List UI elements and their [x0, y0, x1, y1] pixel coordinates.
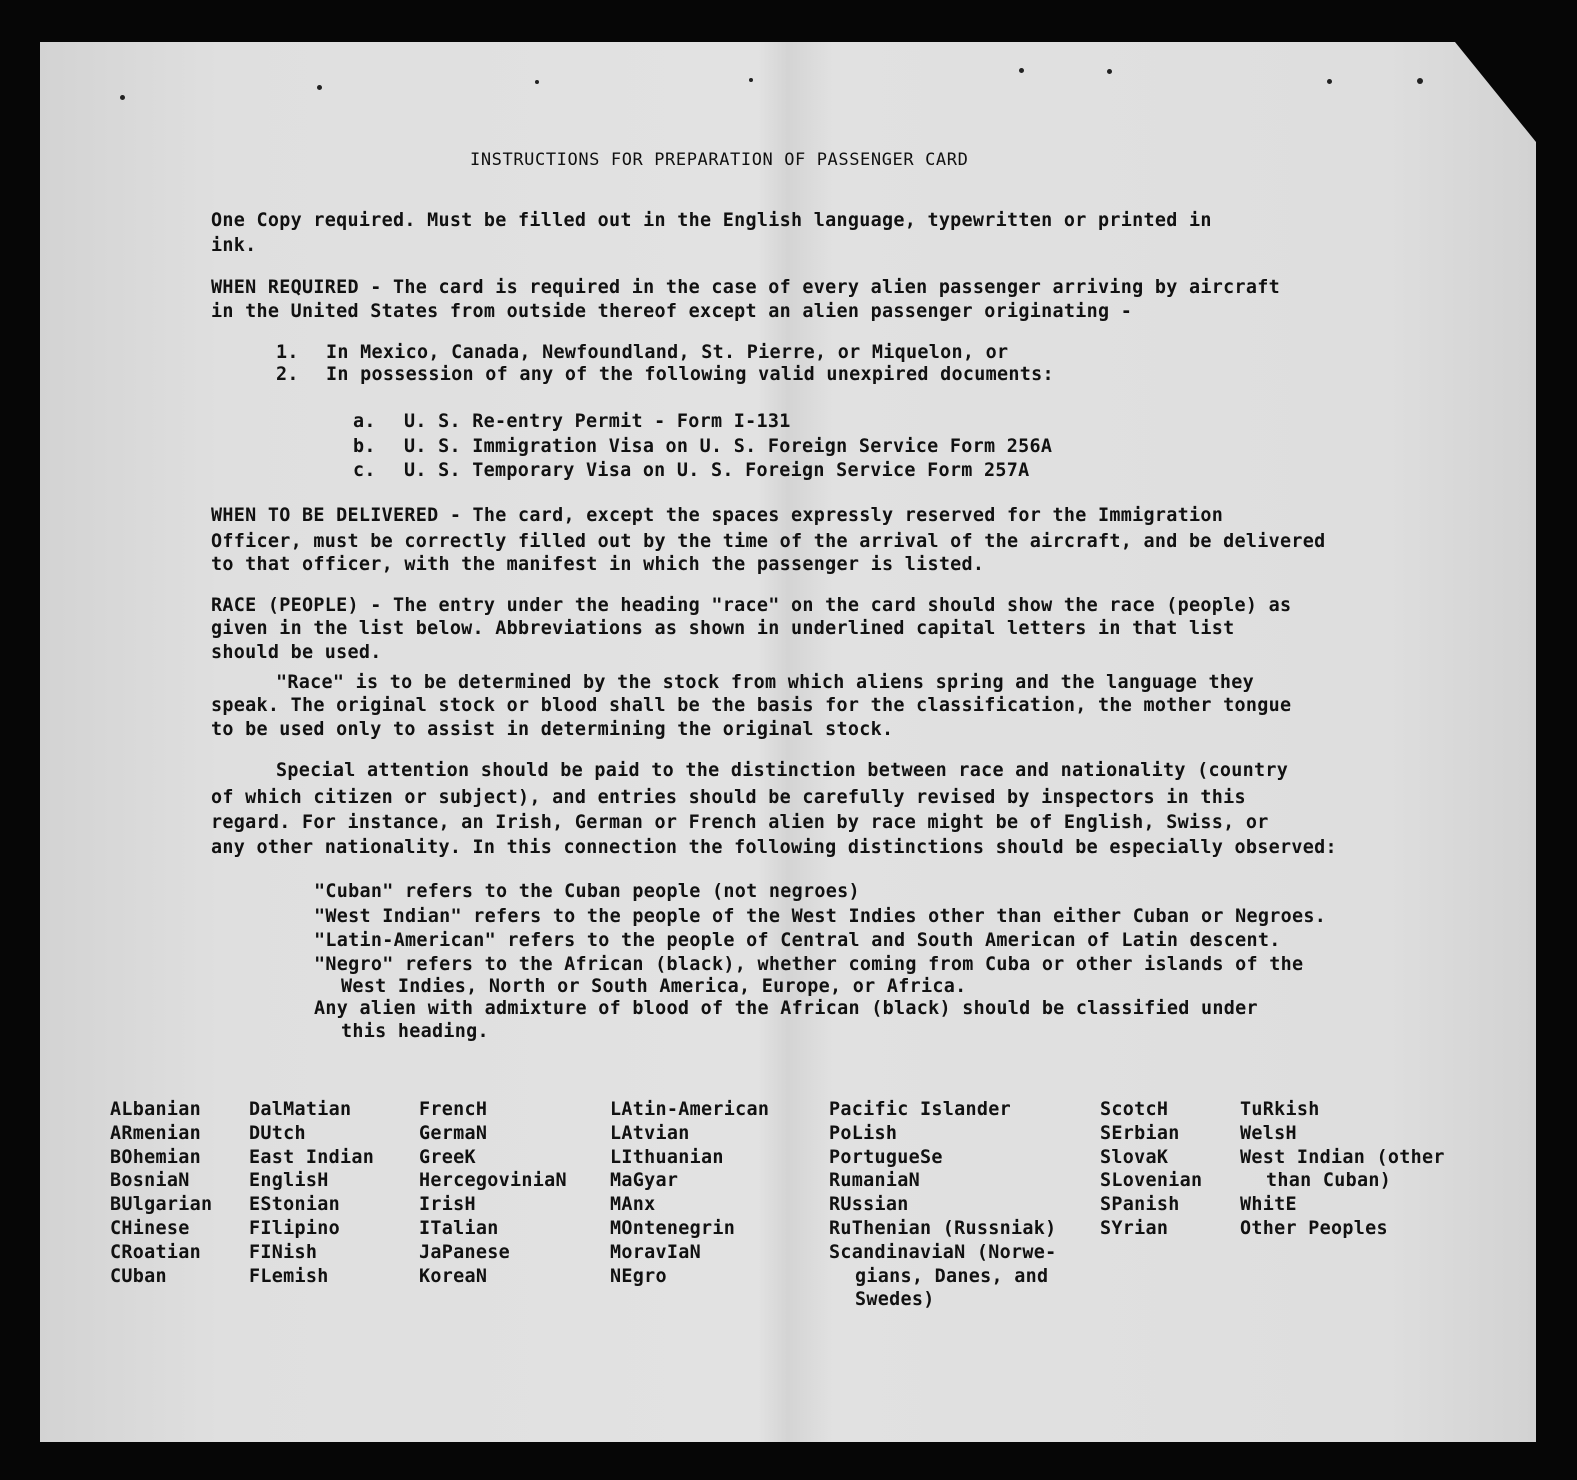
race-list-item: ARmenian: [110, 1122, 201, 1144]
race-list-item: GermaN: [419, 1122, 488, 1144]
list-item-number: 2.: [276, 364, 299, 385]
distinction-line: "Latin-American" refers to the people of Central and South American of Latin descent.: [314, 930, 1281, 951]
race-line: should be used.: [211, 642, 382, 663]
punch-hole: [120, 95, 125, 100]
race-list-item: SLovenian: [1100, 1170, 1203, 1192]
race-list-item: KoreaN: [419, 1265, 488, 1287]
race-list-item: ScotcH: [1100, 1099, 1169, 1120]
race-list-item: Swedes): [855, 1289, 935, 1311]
attention-line: of which citizen or subject), and entries should be carefully revised by inspectors in this: [211, 787, 1246, 808]
race-list-item: SErbian: [1100, 1122, 1180, 1144]
distinction-line: West Indies, North or South America, Europe, or Africa.: [341, 976, 967, 997]
race-list-item: MaGyar: [610, 1170, 679, 1192]
race-list-item: FrencH: [419, 1099, 488, 1120]
punch-hole: [535, 80, 539, 84]
race-list-item: NEgro: [610, 1265, 667, 1287]
race-list-column-7: [1240, 1098, 1445, 1241]
race-list-item: CRoatian: [110, 1241, 201, 1263]
race-list-item: FLemish: [249, 1265, 329, 1287]
when-delivered-line: Officer, must be correctly filled out by the time of the arrival of the aircraft, and be delivered: [211, 531, 1326, 552]
race-list-item: RUssian: [829, 1194, 909, 1216]
race-list-item: FINish: [249, 1241, 318, 1263]
race-list-item: West Indian (other: [1240, 1146, 1445, 1168]
race-list-item: CUban: [110, 1265, 167, 1287]
attention-line: regard. For instance, an Irish, German or French alien by race might be of English, Swiss, or: [211, 812, 1269, 833]
race-list-column-3: [419, 1098, 567, 1288]
punch-hole: [317, 85, 322, 90]
document-letter: c.: [353, 460, 376, 481]
page-title: INSTRUCTIONS FOR PREPARATION OF PASSENGER CARD: [470, 150, 969, 170]
race-list-item: ScandinaviaN (Norwe-: [829, 1241, 1057, 1263]
race-list-item: BosniaN: [110, 1170, 190, 1192]
race-paragraph-line: "Race" is to be determined by the stock from which aliens spring and the language they: [276, 672, 1254, 693]
intro-line: One Copy required. Must be filled out in the English language, typewritten or printed in: [211, 210, 1212, 231]
distinction-line: this heading.: [341, 1021, 489, 1042]
race-list-item: ITalian: [419, 1217, 499, 1239]
race-list-item: East Indian: [249, 1146, 375, 1168]
race-list-item: ALbanian: [110, 1099, 201, 1120]
when-delivered-line: to that officer, with the manifest in which the passenger is listed.: [211, 554, 985, 575]
race-list-item: EStonian: [249, 1194, 340, 1216]
race-list-item: HercegoviniaN: [419, 1170, 567, 1192]
intro-line: ink.: [211, 235, 257, 256]
race-paragraph-line: to be used only to assist in determining the original stock.: [211, 719, 894, 740]
list-item-text: In possession of any of the following valid unexpired documents:: [326, 364, 1054, 385]
distinction-line: Any alien with admixture of blood of the African (black) should be classified under: [314, 998, 1258, 1019]
race-list-item: Other Peoples: [1240, 1217, 1388, 1239]
punch-hole: [1019, 68, 1024, 73]
race-list-item: CHinese: [110, 1217, 190, 1239]
document-text: U. S. Immigration Visa on U. S. Foreign Service Form 256A: [404, 436, 1053, 457]
race-list-item: gians, Danes, and: [855, 1265, 1049, 1287]
race-line: RACE (PEOPLE) - The entry under the heading "race" on the card should show the race (people) as: [211, 595, 1292, 616]
attention-line: any other nationality. In this connection the following distinctions should be especially observed:: [211, 837, 1337, 858]
punch-hole: [1327, 79, 1332, 84]
race-list-item: BOhemian: [110, 1146, 201, 1168]
race-list-column-6: [1100, 1098, 1202, 1241]
race-list-item: MAnx: [610, 1194, 656, 1216]
race-list-column-2: [249, 1098, 374, 1288]
race-list-item: TuRkish: [1240, 1099, 1320, 1120]
document-letter: b.: [353, 436, 376, 457]
document-letter: a.: [353, 411, 376, 432]
document-text: U. S. Temporary Visa on U. S. Foreign Service Form 257A: [404, 460, 1030, 481]
race-list-item: LAtvian: [610, 1122, 690, 1144]
race-list-item: MoravIaN: [610, 1241, 701, 1263]
race-list-item: DalMatian: [249, 1099, 352, 1120]
when-required-line: in the United States from outside thereof except an alien passenger originating -: [211, 301, 1133, 322]
race-list-item: SPanish: [1100, 1194, 1180, 1216]
race-paragraph-line: speak. The original stock or blood shall be the basis for the classification, the mother tongue: [211, 695, 1292, 716]
race-list-item: GreeK: [419, 1146, 476, 1168]
race-list-item: LIthuanian: [610, 1146, 724, 1168]
race-list-item: LAtin-American: [610, 1099, 770, 1120]
race-list-item: MOntenegrin: [610, 1217, 736, 1239]
distinction-line: "Cuban" refers to the Cuban people (not negroes): [314, 881, 860, 902]
race-list-item: SYrian: [1100, 1217, 1169, 1239]
race-list-item: RuThenian (Russniak): [829, 1217, 1057, 1239]
race-list-item: JaPanese: [419, 1241, 510, 1263]
race-list-item: PoLish: [829, 1122, 898, 1144]
race-list-item: DUtch: [249, 1122, 306, 1144]
race-list-item: IrisH: [419, 1194, 476, 1216]
distinction-line: "Negro" refers to the African (black), whether coming from Cuba or other islands of the: [314, 954, 1304, 975]
race-list-item: EnglisH: [249, 1170, 329, 1192]
race-list-column-1: [110, 1098, 212, 1288]
race-list-item: BUlgarian: [110, 1194, 213, 1216]
race-list-item: than Cuban): [1266, 1170, 1392, 1192]
when-delivered-line: WHEN TO BE DELIVERED - The card, except the spaces expressly reserved for the Immigration: [211, 505, 1224, 526]
race-list-item: SlovaK: [1100, 1146, 1169, 1168]
race-list-item: PortugueSe: [829, 1146, 943, 1168]
race-list-item: WelsH: [1240, 1122, 1297, 1144]
race-list-column-4: [610, 1098, 769, 1288]
race-list-item: RumaniaN: [829, 1170, 920, 1192]
distinction-line: "West Indian" refers to the people of the West Indies other than either Cuban or Negroes.: [314, 906, 1327, 927]
document-text: U. S. Re-entry Permit - Form I-131: [404, 411, 791, 432]
list-item-number: 1.: [276, 342, 299, 363]
race-list-item: FIlipino: [249, 1217, 340, 1239]
race-line: given in the list below. Abbreviations as shown in underlined capital letters in that list: [211, 618, 1235, 639]
list-item-text: In Mexico, Canada, Newfoundland, St. Pierre, or Miquelon, or: [326, 342, 1009, 363]
race-list-item: WhitE: [1240, 1194, 1297, 1216]
punch-hole: [1417, 78, 1423, 84]
punch-hole: [749, 78, 753, 82]
when-required-line: WHEN REQUIRED - The card is required in the case of every alien passenger arriving by aircraft: [211, 277, 1280, 298]
punch-hole: [1107, 69, 1112, 74]
race-list-item: Pacific Islander: [829, 1099, 1011, 1120]
race-list-column-5: [829, 1098, 1056, 1312]
attention-line: Special attention should be paid to the distinction between race and nationality (country: [276, 760, 1289, 781]
